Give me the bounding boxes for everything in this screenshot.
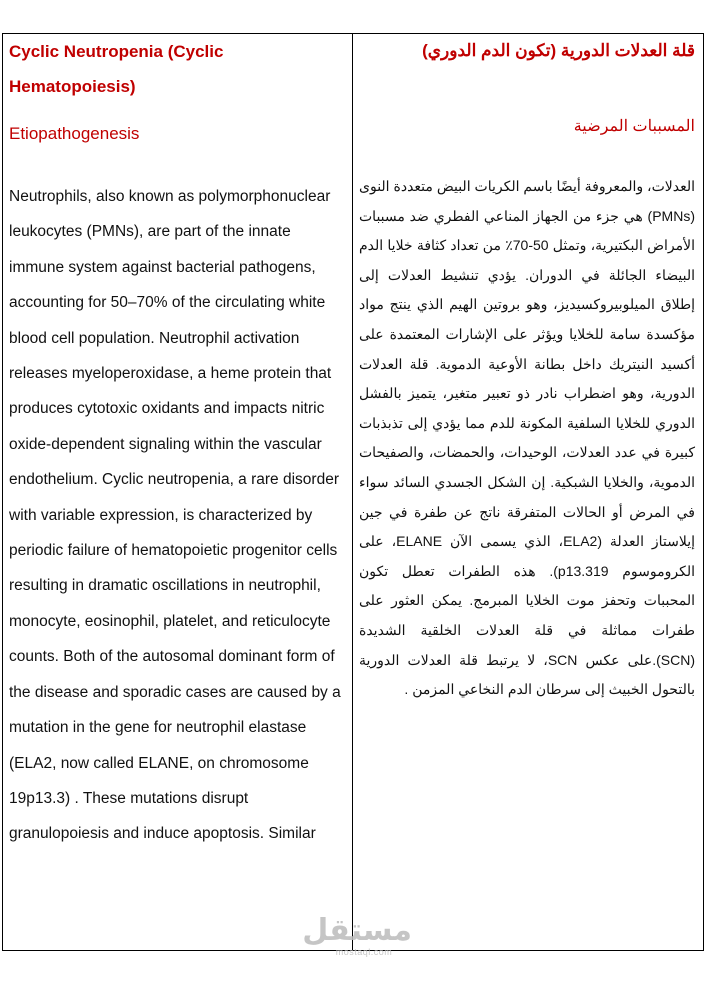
bilingual-table: [2, 33, 704, 951]
watermark-logo-text: مستقل: [302, 913, 412, 948]
english-title: Cyclic Neutropenia (Cyclic Hematopoiesis): [9, 42, 224, 96]
english-column: [3, 34, 353, 950]
arabic-body: العدلات، والمعروفة أيضًا باسم الكريات البيض متعددة النوى (PMNs) هي جزء من الجهاز المناعي الفطري ضد مسببات الأمراض البكتيرية، وتمثل 50-70٪ من تعداد كثافة خلايا الدم البيضاء الجائلة في الدوران. يؤدي تنشيط العدلات إلى إطلاق الميلوبيروكسيديز، وهو بروتين الهيم الذي ينتج مواد مؤكسدة سامة للخلايا ويؤثر على الإشارات المعتمدة على أكسيد النيتريك داخل بطانة الأوعية الدموية. قلة العدلات الدورية، وهو اضطراب نادر ذو تعبير متغير، يتميز بالفشل الدوري للخلايا السلفية المكونة للدم مما يؤدي إلى تذبذبات كبيرة في عدد العدلات، الوحيدات، والحمضات، والصفيحات الدموية، والخلايا الشبكية. إن الشكل الجسدي السائد سواء في المرض أو الحالات المتفرقة ناتج عن طفرة في جين إيلاستاز العدلة (ELA2، الذي يسمى الآن ELANE، على الكروموسوم p13.319). هذه الطفرات تعطل تكون المحببات وتحفز موت الخلايا المبرمج. يمكن العثور على طفرات مماثلة في قلة العدلات الخلقية الشديدة (SCN).على عكس SCN، لا يرتبط قلة العدلات الدورية بالتحول الخبيث إلى سرطان الدم النخاعي المزمن .: [359, 178, 696, 698]
arabic-title: قلة العدلات الدورية (تكون الدم الدوري): [422, 41, 695, 60]
arabic-column: [353, 34, 703, 950]
english-body: Neutrophils, also known as polymorphonuclear leukocytes (PMNs), are part of the innate immune system against bacterial pathogens, accounting for 50–70% of the circulating white blood cell population. Neutrophil activation releases myeloperoxidase, a heme protein that produces cytotoxic oxidants and impacts nitric oxide-dependent signaling within the vascular endothelium. Cyclic neutropenia, a rare disorder with variable expression, is characterized by periodic failure of hematopoietic progenitor cells resulting in dramatic oscillations in neutrophil, monocyte, eosinophil, platelet, and reticulocyte counts. Both of the autosomal dominant form of the disease and sporadic cases are caused by a mutation in the gene for neutrophil elastase (ELA2, now called ELANE, on chromosome 19p13.3) . These mutations disrupt granulopoiesis and induce apoptosis. Similar: [9, 188, 341, 843]
watermark-logo: [302, 913, 412, 963]
english-subtitle: Etiopathogenesis: [9, 124, 140, 143]
watermark-url: mostaql.com: [335, 947, 393, 957]
arabic-subtitle: المسببات المرضية: [573, 118, 695, 135]
